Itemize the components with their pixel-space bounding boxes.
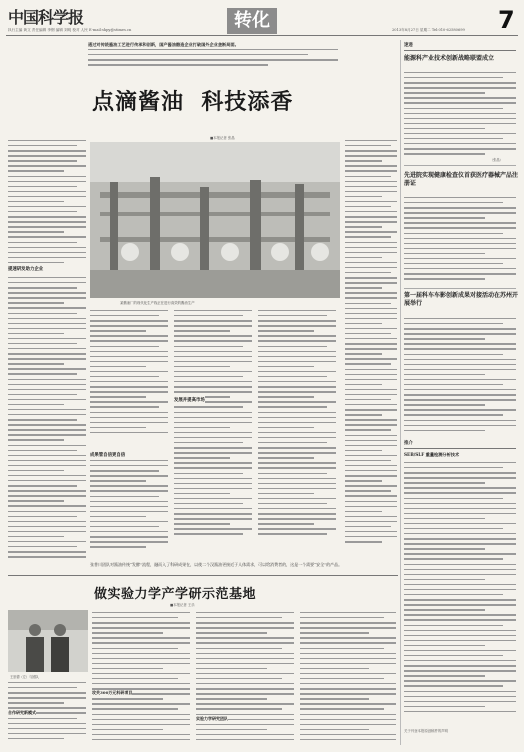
section-badge: 转化 [227,8,277,34]
masthead-rule [6,35,518,36]
right-divider-2 [404,288,516,289]
date-line: 2013年8月27日 星期二 Tel:010-62580699 [392,28,465,32]
lead-column-2 [90,310,168,450]
second-column-2 [92,612,190,748]
lead-column-1 [8,140,86,560]
lead-column-2b [90,460,168,560]
lead-subhead-1: 提速研发助力企业 [8,267,44,272]
second-subhead-2: 攻关300万元科研项目 [92,690,133,695]
second-subhead-3: 实验力学研究团队 [196,716,228,721]
second-photo [8,610,88,672]
lead-byline: ■本报记者 张晶 [210,136,235,140]
second-column-3 [196,612,294,748]
recommend-body [404,462,516,722]
newspaper-logo: 中国科学报 [8,8,84,27]
lead-column-5 [345,140,397,560]
right-item-body-1 [404,72,516,160]
right-item-note-1: （张晶） [490,158,503,162]
lead-photo-caption: 某酱油厂的现代化生产线正在进行高效的酱油生产 [120,301,195,305]
right-item-body-2 [404,197,516,285]
lead-column-3 [174,310,252,560]
footer-note: 关于刊登本报原创稿件的声明 [404,729,449,733]
lead-headline: 点滴酱油 科技添香 [92,89,294,115]
pull-quote-rule [8,575,398,576]
lead-subhead-3: 发展并提高市场 [174,398,205,403]
intro-blurb-cont [88,49,338,73]
lead-photo [90,142,340,298]
second-column-4 [300,612,396,748]
intro-blurb: 通过对传统酱油工艺进行传承和创新，国产酱油酿造企业打破国外企业垄断局面。 [88,42,239,47]
right-item-title-1: 能源科产业技术创新战略联盟成立 [404,55,495,62]
recommend-section-tag: 推介 [404,440,516,449]
lead-column-4 [258,310,336,560]
lead-subhead-2: 成果管自信更自信 [90,453,126,458]
second-subhead-1: 合作研究新模式 [8,710,36,715]
right-item-title-2: 先进院实现健康检查仪首获医疗器械产品注册证 [404,172,519,187]
right-item-title-3: 第一届科车车影创新成果对接活动在苏州开展举行 [404,292,519,307]
second-byline: ■本报记者 王乐 [170,603,195,607]
right-divider-1 [404,165,516,166]
second-headline: 做实验力学产学研示范基地 [94,587,257,602]
page-number: 7 [498,6,515,34]
right-item-body-3 [404,318,516,436]
masthead-info-line: 执行主编 黄文 责任编辑 李钢 编辑 刘明 校对 人民 E-mail:shpy@stimes.cn [8,28,132,32]
second-photo-caption: 王崇德（左）与团队 [10,675,39,679]
right-column-label: 速递 [404,42,516,51]
recommend-title: SEB/SLF 重量检测分析技术 [404,452,460,457]
right-column-divider [400,40,401,745]
pull-quote: 张普川团队对酱油传统“发酵”流程，融而入了科研成果在，以使二个汉酱油更接近于人体需求，可以给消费者的，这是一个需要“安全”的产品。 [90,562,343,567]
